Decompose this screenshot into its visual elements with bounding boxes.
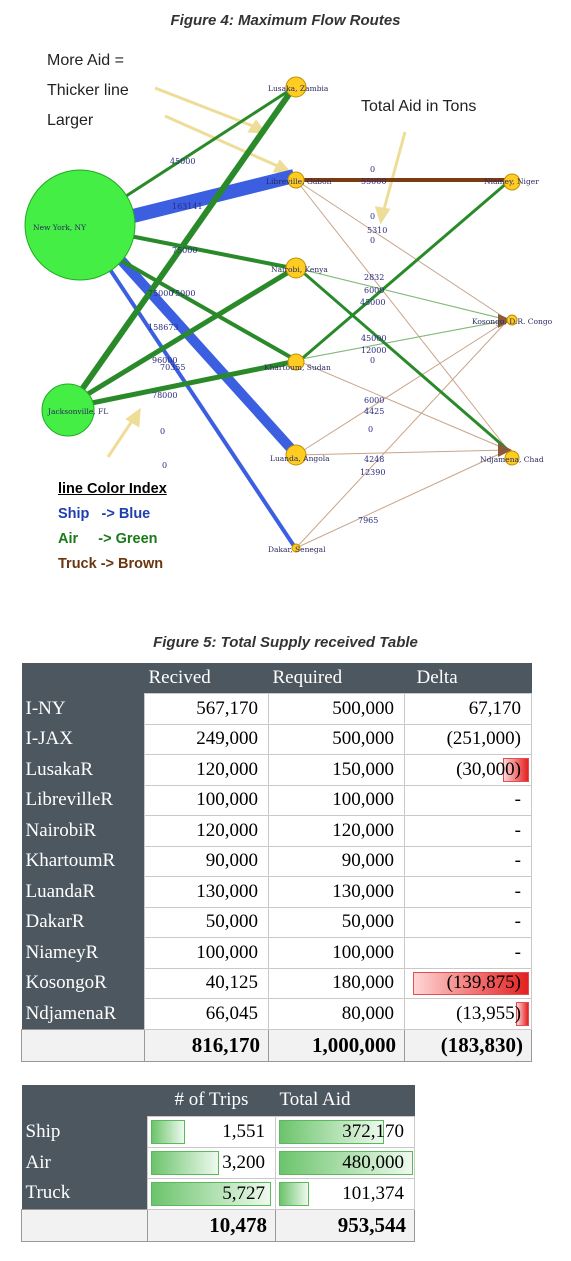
delta-cell	[405, 755, 532, 786]
header-total-aid: Total Aid	[276, 1085, 415, 1116]
trips-row	[22, 1116, 415, 1147]
edge-label: 6000	[364, 396, 385, 405]
edge-label: 55000	[361, 177, 387, 186]
required-cell: 90,000	[269, 846, 405, 877]
delta-value: -	[514, 941, 521, 963]
aid-annotation-line-1: More Aid =	[47, 52, 124, 69]
delta-cell	[405, 785, 532, 816]
edge-label: 45000	[360, 298, 386, 307]
edge-label: 12000	[361, 346, 387, 355]
label-luanda: Luanda, Angola	[270, 454, 330, 463]
received-cell: 120,000	[145, 755, 269, 786]
edge-label: 0	[160, 427, 166, 436]
row-label: I-NY	[22, 694, 145, 725]
supply-row	[22, 907, 532, 938]
received-cell: 66,045	[145, 999, 269, 1030]
received-cell: 50,000	[145, 907, 269, 938]
trips-value: 3,200	[222, 1151, 265, 1173]
edge-label: 0	[370, 356, 376, 365]
delta-cell	[405, 694, 532, 725]
edge-label: 0	[370, 236, 376, 245]
trips-cell	[148, 1178, 276, 1209]
required-cell: 100,000	[269, 938, 405, 969]
supply-table-header	[22, 663, 532, 694]
trips-row	[22, 1147, 415, 1178]
aid-value: 480,000	[342, 1151, 404, 1173]
header-trips: # of Trips	[148, 1085, 276, 1116]
required-cell: 500,000	[269, 724, 405, 755]
delta-value: -	[514, 911, 521, 933]
required-cell: 80,000	[269, 999, 405, 1030]
label-niamey: Niamey, Niger	[484, 177, 539, 186]
aid-value: 372,170	[342, 1120, 404, 1142]
label-ndjamena: Ndjamena, Chad	[480, 455, 544, 464]
mode-label: Air	[22, 1147, 148, 1178]
trips-row	[22, 1178, 415, 1209]
trips-table	[21, 1085, 415, 1242]
edge-label: 4248	[364, 455, 385, 464]
delta-value: -	[514, 819, 521, 841]
legend-ship: Ship -> Blue	[58, 506, 151, 522]
label-dakar: Dakar, Senegal	[268, 545, 326, 554]
total-aid-annotation: Total Aid in Tons	[361, 98, 477, 115]
total-trips: 10,478	[148, 1209, 276, 1241]
aid-cell	[276, 1178, 415, 1209]
delta-value: (251,000)	[446, 728, 521, 750]
legend-title: line Color Index	[58, 481, 167, 497]
edge-label: 45000	[361, 334, 387, 343]
supply-row	[22, 877, 532, 908]
supply-row	[22, 694, 532, 725]
row-label: DakarR	[22, 907, 145, 938]
required-cell: 500,000	[269, 694, 405, 725]
delta-value: (139,875)	[446, 972, 521, 994]
supply-row	[22, 938, 532, 969]
aid-cell	[276, 1116, 415, 1147]
edge-label: 0	[370, 165, 376, 174]
aid-value: 101,374	[342, 1182, 404, 1204]
trips-value: 1,551	[222, 1120, 265, 1142]
edge-label: 7965	[358, 516, 379, 525]
received-cell: 100,000	[145, 785, 269, 816]
supply-row	[22, 816, 532, 847]
delta-value: (30,000)	[456, 758, 521, 780]
edge-label: 4425	[364, 407, 385, 416]
header-blank	[22, 663, 145, 694]
header-received: Recived	[145, 663, 269, 694]
edge-labels	[148, 157, 387, 525]
delta-cell	[405, 907, 532, 938]
header-delta: Delta	[405, 663, 532, 694]
row-label: LibrevilleR	[22, 785, 145, 816]
total-required: 1,000,000	[269, 1029, 405, 1061]
total-received: 816,170	[145, 1029, 269, 1061]
edge-label: 163141	[172, 202, 203, 211]
supply-row	[22, 755, 532, 786]
label-jacksonville: Jacksonville, FL	[48, 407, 109, 416]
delta-value: 67,170	[468, 697, 521, 719]
mode-label: Truck	[22, 1178, 148, 1209]
trips-cell	[148, 1147, 276, 1178]
row-label: LuandaR	[22, 877, 145, 908]
delta-cell	[405, 999, 532, 1030]
supply-table-totals	[22, 1029, 532, 1061]
label-kosongo: Kosongo, D.R. Congo	[472, 317, 553, 326]
edge-label: 6000	[364, 286, 385, 295]
delta-cell	[405, 846, 532, 877]
label-lusaka: Lusaka, Zambia	[268, 84, 329, 93]
required-cell: 130,000	[269, 877, 405, 908]
delta-value: -	[514, 789, 521, 811]
delta-cell	[405, 724, 532, 755]
delta-cell	[405, 968, 532, 999]
trips-table-totals	[22, 1209, 415, 1241]
aid-cell	[276, 1147, 415, 1178]
row-label: KosongoR	[22, 968, 145, 999]
aid-bar	[279, 1182, 309, 1206]
legend-truck: Truck -> Brown	[58, 556, 164, 572]
figure4-caption: Figure 4: Maximum Flow Routes	[170, 12, 401, 29]
supply-row	[22, 785, 532, 816]
trips-totals-label	[22, 1209, 148, 1241]
aid-annotation-line-2: Thicker line	[47, 82, 129, 99]
edge-label: 2832	[364, 273, 385, 282]
delta-value: -	[514, 880, 521, 902]
row-label: NdjamenaR	[22, 999, 145, 1030]
edge-label: 5310	[367, 226, 388, 235]
label-khartoum: Khartoum, Sudan	[264, 363, 331, 372]
supply-table	[21, 663, 532, 1062]
edge-label: 158673	[148, 323, 179, 332]
supply-row	[22, 999, 532, 1030]
delta-cell	[405, 938, 532, 969]
row-label: LusakaR	[22, 755, 145, 786]
required-cell: 180,000	[269, 968, 405, 999]
required-cell: 50,000	[269, 907, 405, 938]
trips-bar	[151, 1120, 185, 1144]
delta-cell	[405, 877, 532, 908]
label-new-york: New York, NY	[33, 223, 87, 232]
received-cell: 130,000	[145, 877, 269, 908]
air-thin-edges	[296, 268, 508, 360]
mode-label: Ship	[22, 1116, 148, 1147]
color-legend	[58, 477, 167, 577]
required-cell: 100,000	[269, 785, 405, 816]
received-cell: 40,125	[145, 968, 269, 999]
aid-annotation-line-3: Larger	[47, 112, 94, 129]
edge-label: 0	[162, 461, 168, 470]
legend-air: Air -> Green	[58, 531, 158, 547]
trips-header-blank	[22, 1085, 148, 1116]
total-delta: (183,830)	[405, 1029, 532, 1061]
trips-cell	[148, 1116, 276, 1147]
row-label: KhartoumR	[22, 846, 145, 877]
edge-label: 78000	[152, 391, 178, 400]
delta-cell	[405, 816, 532, 847]
row-label: NairobiR	[22, 816, 145, 847]
edge-label: 75000	[172, 246, 198, 255]
total-aid: 953,544	[276, 1209, 415, 1241]
row-label: I-JAX	[22, 724, 145, 755]
edge-label: 12390	[360, 468, 386, 477]
edge-label: 45000	[170, 157, 196, 166]
received-cell: 90,000	[145, 846, 269, 877]
delta-value: (13,955)	[456, 1002, 521, 1024]
required-cell: 120,000	[269, 816, 405, 847]
edge-label: 75000	[148, 289, 174, 298]
figure5-caption: Figure 5: Total Supply received Table	[153, 634, 418, 651]
row-label: NiameyR	[22, 938, 145, 969]
label-nairobi: Nairobi, Kenya	[271, 265, 328, 274]
header-required: Required	[269, 663, 405, 694]
received-cell: 249,000	[145, 724, 269, 755]
supply-row	[22, 846, 532, 877]
edge-label: 0	[370, 212, 376, 221]
delta-value: -	[514, 850, 521, 872]
edge-label: 96000	[152, 356, 178, 365]
totals-label	[22, 1029, 145, 1061]
supply-row	[22, 968, 532, 999]
label-libreville: Libreville, Gabon	[266, 177, 332, 186]
received-cell: 120,000	[145, 816, 269, 847]
required-cell: 150,000	[269, 755, 405, 786]
received-cell: 100,000	[145, 938, 269, 969]
trips-bar	[151, 1151, 219, 1175]
received-cell: 567,170	[145, 694, 269, 725]
trips-table-header	[22, 1085, 415, 1116]
edge-label: 0	[368, 425, 374, 434]
trips-value: 5,727	[222, 1182, 265, 1204]
edge-label: 70355	[160, 363, 186, 372]
edge-label: 75000	[170, 289, 196, 298]
supply-row	[22, 724, 532, 755]
